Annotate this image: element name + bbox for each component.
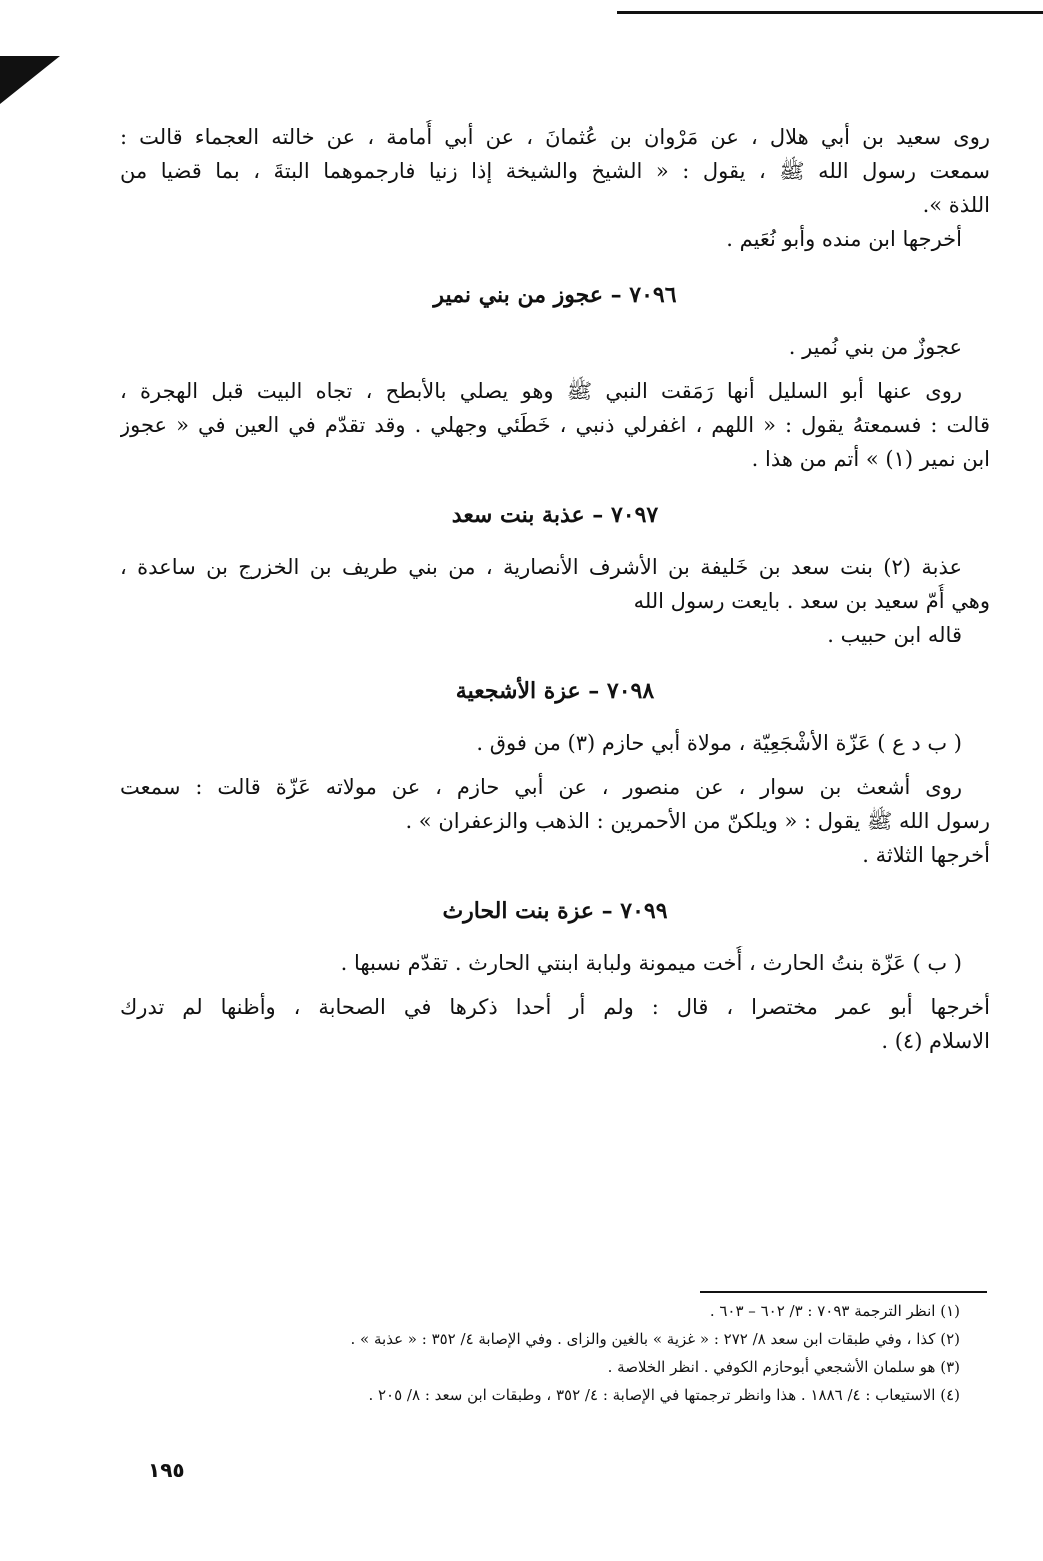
entry-heading-7097: ٧٠٩٧ – عذبة بنت سعد (451, 502, 659, 528)
text-line: سمعت رسول الله ﷺ ، يقول : « الشيخ والشيخة إذا زنيا فارجموهما البتةَ ، بما قضيا من (120, 159, 990, 183)
text-line: أخرجها أبو عمر مختصرا ، قال : ولم أر أحدا ذكرها في الصحابة ، وأظنها لم تدرك (120, 995, 990, 1019)
text-line: أخرجها الثلاثة . (862, 843, 990, 867)
top-rule (617, 11, 1043, 14)
text-line: رسول الله ﷺ يقول : « ويلكنّ من الأحمرين : الذهب والزعفران » . (405, 809, 990, 833)
text-line: وهي أُمّ سعيد بن سعد . بايعت رسول الله (633, 589, 990, 613)
entry-heading-7098: ٧٠٩٨ – عزة الأشجعية (455, 678, 655, 704)
text-line: قالت : فسمعتهُ يقول : « اللهم ، اغفرلي ذنبي ، خَطَئي وجهلي . وقد تقدّم في العين في « عجوز (120, 413, 990, 437)
main-text (120, 120, 990, 1058)
text-line: ابن نمير (١) » أتم من هذا . (751, 447, 990, 471)
text-line: روى أشعث بن سوار ، عن منصور ، عن أبي حازم ، عن مولاته عَزّة قالت : سمعت (120, 775, 962, 799)
text-line: اللذة ». (922, 193, 990, 217)
page-number: ١٩٥ (148, 1458, 185, 1482)
text-line: ( ب د ع ) عَزّة الأشْجَعِيّة ، مولاة أبي حازم (٣) من فوق . (476, 731, 962, 755)
text-line: عجوزٌ من بني نُمير . (788, 335, 962, 359)
text-line: روى سعيد بن أبي هلال ، عن مَرْوان بن عُثمانَ ، عن أبي أُمامة ، عن خالته العجماء قالت : (120, 125, 990, 149)
footnotes (200, 1297, 960, 1409)
text-line: عذبة (٢) بنت سعد بن خَليفة بن الأشرف الأنصارية ، من بني طريف بن الخزرج بن ساعدة ، (120, 555, 962, 579)
footnote: (٤) الاستيعاب : ٤/ ١٨٨٦ . هذا وانظر ترجمتها في الإصابة : ٤/ ٣٥٢ ، وطبقات ابن سعد : ٨/ ٢٠٥ . (368, 1386, 960, 1404)
entry-heading-7099: ٧٠٩٩ – عزة بنت الحارث (442, 898, 668, 924)
footnote: (٣) هو سلمان الأشجعي أبوحازم الكوفي . انظر الخلاصة . (607, 1358, 960, 1376)
text-line: روى عنها أبو السليل أنها رَمَقت النبي ﷺ وهو يصلي بالأبطح ، تجاه البيت قبل الهجرة ، (120, 379, 962, 403)
footnote-divider (700, 1291, 987, 1293)
footnote: (٢) كذا ، وفي طبقات ابن سعد ٨/ ٢٧٢ : « غزية » بالغين والزاى . وفي الإصابة ٤/ ٣٥٢ : « عذبة » . (350, 1330, 960, 1348)
text-line: قاله ابن حبيب . (827, 623, 962, 647)
footnote: (١) انظر الترجمة ٧٠٩٣ : ٣/ ٦٠٢ – ٦٠٣ . (709, 1302, 960, 1320)
corner-mark (0, 56, 60, 104)
text-line: أخرجها ابن منده وأبو نُعَيم . (726, 227, 962, 251)
text-line: الاسلام (٤) . (881, 1029, 990, 1053)
text-line: ( ب ) عَزّة بنتُ الحارث ، أُخت ميمونة ولبابة ابنتي الحارث . تقدّم نسبها . (340, 951, 962, 975)
entry-heading-7096: ٧٠٩٦ – عجوز من بني نمير (433, 282, 677, 308)
